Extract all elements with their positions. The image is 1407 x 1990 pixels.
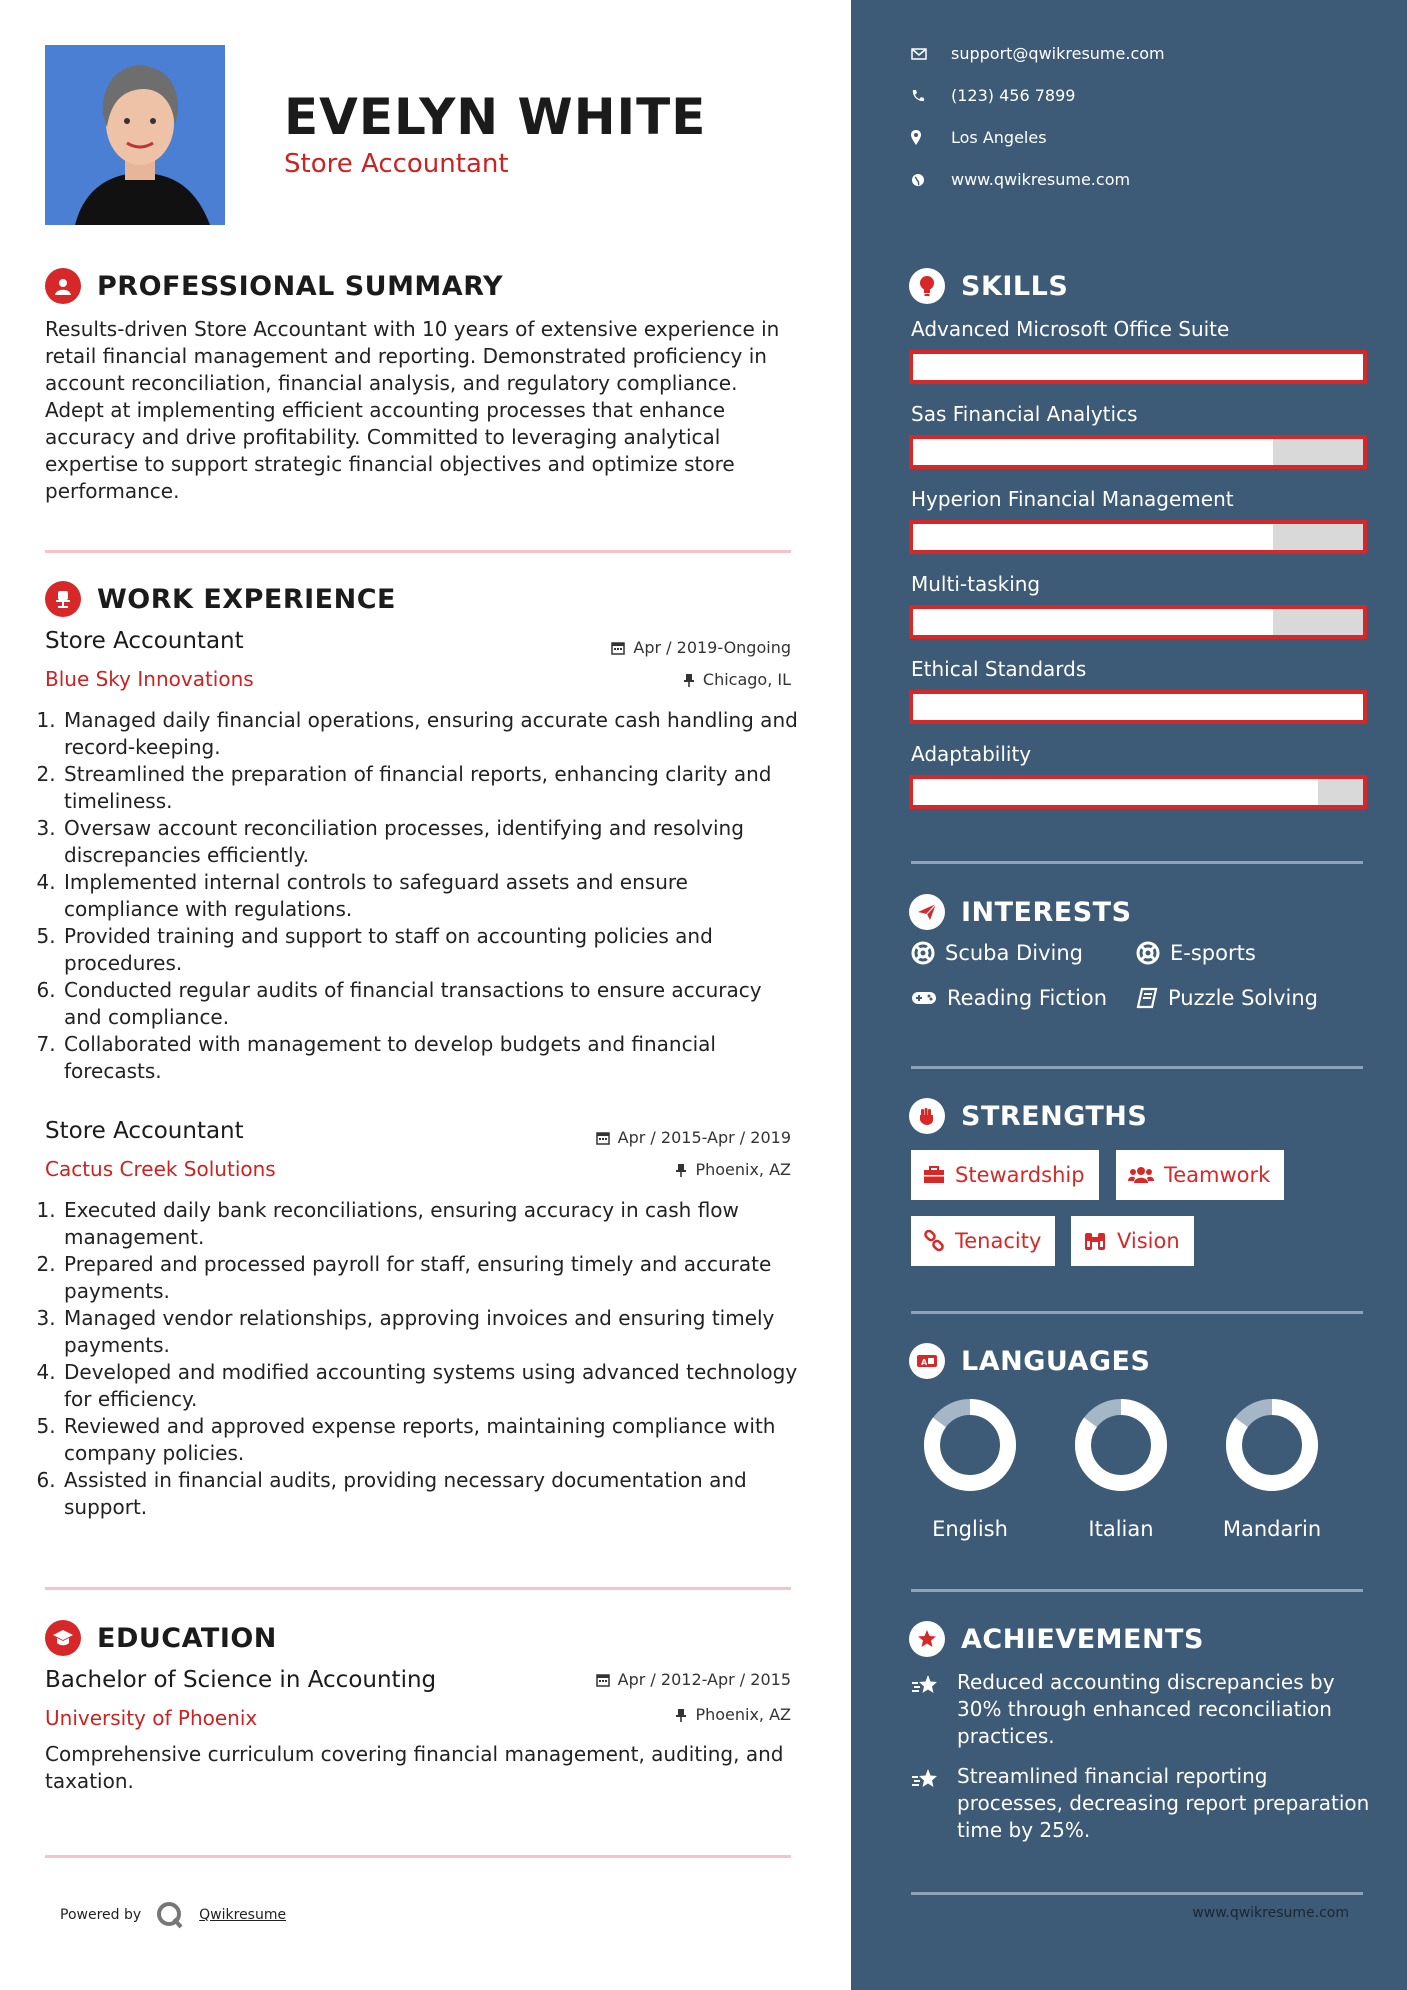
list-item: 2. Prepared and processed payroll for staff, ensuring timely and accurate payments.: [62, 1251, 800, 1305]
briefcase-icon: [923, 1166, 945, 1184]
candidate-name: EVELYN WHITE: [284, 88, 707, 146]
contact-email[interactable]: [911, 44, 1165, 63]
achievement-text: Reduced accounting discrepancies by 30% through enhanced reconciliation practices.: [957, 1670, 1335, 1748]
language-donut: [1073, 1397, 1169, 1493]
interests-title: INTERESTS: [961, 896, 1132, 928]
office-chair-icon: [45, 581, 81, 617]
experience-title: WORK EXPERIENCE: [97, 583, 396, 615]
user-icon: [45, 268, 81, 304]
job-company: Blue Sky Innovations: [45, 667, 254, 691]
strength-tag: [1071, 1216, 1194, 1266]
skill-fill: [913, 354, 1363, 380]
interest-label: Puzzle Solving: [1168, 986, 1318, 1010]
link-icon: [923, 1230, 945, 1252]
paper-plane-icon: [909, 894, 945, 930]
list-item: 5. Reviewed and approved expense reports, maintaining compliance with company policies.: [62, 1413, 800, 1467]
section-divider: [45, 1587, 791, 1590]
language-donut: [1224, 1397, 1320, 1493]
skill-label: Advanced Microsoft Office Suite: [911, 317, 1230, 341]
job-role: Store Accountant: [45, 628, 244, 654]
language-item: [915, 1397, 1025, 1541]
school: University of Phoenix: [45, 1706, 258, 1730]
users-icon: [1128, 1166, 1154, 1184]
education-heading: [45, 1620, 277, 1656]
interest-item: [911, 941, 1083, 965]
job-dates-text: Apr / 2015-Apr / 2019: [617, 1128, 791, 1147]
education-dates: [596, 1670, 791, 1689]
job-location-text: Chicago, IL: [702, 670, 791, 689]
star-icon: [911, 1763, 957, 1844]
list-item: 5. Provided training and support to staff on accounting policies and procedures.: [62, 923, 800, 977]
achievement-text: Streamlined financial reporting processes, decreasing report preparation time by 25%.: [957, 1764, 1370, 1842]
phone-icon: [911, 89, 937, 103]
skill-fill: [913, 694, 1363, 720]
list-item: 3. Managed vendor relationships, approving invoices and ensuring timely payments.: [62, 1305, 800, 1359]
achievement-item: [911, 1763, 1371, 1844]
skill-label: Adaptability: [911, 742, 1032, 766]
strength-label: Vision: [1117, 1229, 1180, 1253]
language-item: [1217, 1397, 1327, 1541]
language-item: [1066, 1397, 1176, 1541]
skill-label: Sas Financial Analytics: [911, 402, 1138, 426]
contact-location-text: Los Angeles: [951, 128, 1047, 147]
skill-label: Multi-tasking: [911, 572, 1041, 596]
translate-icon: [909, 1343, 945, 1379]
lifebuoy-icon: [911, 941, 935, 965]
binoculars-icon: [1083, 1231, 1107, 1251]
star-icon: [911, 1669, 957, 1750]
achievements-title: ACHIEVEMENTS: [961, 1623, 1204, 1655]
skill-fill: [913, 609, 1273, 635]
languages-title: LANGUAGES: [961, 1345, 1151, 1377]
education-location-text: Phoenix, AZ: [695, 1705, 791, 1724]
education-dates-text: Apr / 2012-Apr / 2015: [617, 1670, 791, 1689]
section-divider: [45, 550, 791, 553]
interest-label: Scuba Diving: [945, 941, 1083, 965]
language-label: Mandarin: [1222, 1517, 1322, 1541]
skill-label: Hyperion Financial Management: [911, 487, 1234, 511]
strength-tag: [911, 1150, 1099, 1200]
job-location: [683, 670, 791, 689]
skill-fill: [913, 779, 1318, 805]
book-icon: [1136, 987, 1158, 1009]
candidate-title: Store Accountant: [284, 149, 509, 179]
lightbulb-icon: [909, 268, 945, 304]
education-title: EDUCATION: [97, 1622, 277, 1654]
languages-heading: [909, 1343, 1150, 1379]
job-role: Store Accountant: [45, 1118, 244, 1144]
strength-tag: [1116, 1150, 1284, 1200]
pushpin-icon: [675, 1163, 687, 1177]
contact-phone-text: (123) 456 7899: [951, 86, 1076, 105]
skill-bar: [909, 605, 1367, 639]
interest-item: [1136, 941, 1256, 965]
strength-label: Tenacity: [955, 1229, 1042, 1253]
fist-icon: [909, 1098, 945, 1134]
list-item: 1. Executed daily bank reconciliations, ensuring accuracy in cash flow management.: [62, 1197, 800, 1251]
job-bullets: [40, 707, 800, 1085]
pushpin-icon: [675, 1708, 687, 1722]
job-bullets: [40, 1197, 800, 1521]
list-item: 1. Managed daily financial operations, ensuring accurate cash handling and record-keeping.: [62, 707, 800, 761]
section-divider: [45, 1855, 791, 1858]
degree: Bachelor of Science in Accounting: [45, 1667, 437, 1693]
star-badge-icon: [909, 1621, 945, 1657]
globe-icon: [911, 173, 937, 187]
graduation-cap-icon: [45, 1620, 81, 1656]
map-pin-icon: [911, 130, 937, 145]
list-item: 3. Oversaw account reconciliation processes, identifying and resolving discrepancies efficiently.: [62, 815, 800, 869]
section-divider: [911, 1066, 1363, 1069]
interest-item: [1136, 986, 1318, 1010]
envelope-icon: [911, 48, 937, 60]
skills-title: SKILLS: [961, 270, 1069, 302]
strength-label: Teamwork: [1164, 1163, 1271, 1187]
skill-bar: [909, 520, 1367, 554]
list-item: 7. Collaborated with management to develop budgets and financial forecasts.: [62, 1031, 800, 1085]
skill-bar: [909, 350, 1367, 384]
sidebar: [851, 0, 1407, 1990]
job-company: Cactus Creek Solutions: [45, 1157, 276, 1181]
strength-tag: [911, 1216, 1055, 1266]
skill-bar: [909, 690, 1367, 724]
calendar-icon: [596, 1131, 610, 1145]
job-dates: [596, 1128, 791, 1147]
language-donut: [922, 1397, 1018, 1493]
interest-label: Reading Fiction: [947, 986, 1108, 1010]
education-description: Comprehensive curriculum covering financial management, auditing, and taxation.: [45, 1742, 784, 1793]
section-divider: [911, 1589, 1363, 1592]
lifebuoy-icon: [1136, 941, 1160, 965]
summary-title: PROFESSIONAL SUMMARY: [97, 270, 504, 302]
calendar-icon: [596, 1673, 610, 1687]
summary-heading: [45, 268, 503, 304]
skill-fill: [913, 524, 1273, 550]
calendar-icon: [611, 641, 625, 655]
powered-by-text: Powered by: [60, 1907, 142, 1923]
skill-bar: [909, 775, 1367, 809]
svg-text:A: A: [921, 1358, 928, 1367]
list-item: 6. Assisted in financial audits, providing necessary documentation and support.: [62, 1467, 800, 1521]
footer-site[interactable]: www.qwikresume.com: [1192, 1905, 1349, 1921]
list-item: 4. Developed and modified accounting systems using advanced technology for efficiency.: [62, 1359, 800, 1413]
skills-heading: [909, 268, 1068, 304]
brand-link[interactable]: Qwikresume: [199, 1907, 287, 1923]
job-dates-text: Apr / 2019-Ongoing: [633, 638, 791, 657]
skill-label: Ethical Standards: [911, 657, 1087, 681]
skill-bar: [909, 435, 1367, 469]
experience-heading: [45, 581, 396, 617]
education-location: [675, 1705, 791, 1724]
contact-phone[interactable]: [911, 86, 1075, 105]
interests-heading: [909, 894, 1132, 930]
qwikresume-logo-icon: [155, 1900, 185, 1930]
pushpin-icon: [683, 673, 695, 687]
job-location-text: Phoenix, AZ: [695, 1160, 791, 1179]
job-location: [675, 1160, 791, 1179]
strength-label: Stewardship: [955, 1163, 1085, 1187]
strengths-heading: [909, 1098, 1147, 1134]
contact-website-text: www.qwikresume.com: [951, 170, 1131, 189]
profile-photo: [45, 45, 225, 225]
skill-fill: [913, 439, 1273, 465]
section-divider: [911, 861, 1363, 864]
footer-powered: [60, 1900, 286, 1930]
contact-location: [911, 128, 1047, 147]
section-divider: [911, 1311, 1363, 1314]
list-item: 4. Implemented internal controls to safeguard assets and ensure compliance with regulations.: [62, 869, 800, 923]
interest-label: E-sports: [1170, 941, 1256, 965]
strengths-title: STRENGTHS: [961, 1100, 1148, 1132]
language-label: English: [932, 1517, 1008, 1541]
section-divider: [911, 1892, 1363, 1895]
gamepad-icon: [911, 989, 937, 1007]
achievement-item: [911, 1669, 1371, 1750]
language-label: Italian: [1088, 1517, 1154, 1541]
contact-website[interactable]: [911, 170, 1130, 189]
list-item: 6. Conducted regular audits of financial transactions to ensure accuracy and compliance.: [62, 977, 800, 1031]
job-dates: [611, 638, 791, 657]
summary-text: Results-driven Store Accountant with 10 years of extensive experience in retail financial management and reporting. Demonstrated proficiency in account reconciliation, financial analysis, and regulatory compliance. Adept at implementing efficient accounting processes that enhance accuracy and drive profitability. Committed to leveraging analytical expertise to support strategic financial objectives and optimize store performance.: [45, 317, 780, 503]
achievements-heading: [909, 1621, 1204, 1657]
interest-item: [911, 986, 1107, 1010]
contact-email-text: support@qwikresume.com: [951, 44, 1165, 63]
list-item: 2. Streamlined the preparation of financial reports, enhancing clarity and timeliness.: [62, 761, 800, 815]
